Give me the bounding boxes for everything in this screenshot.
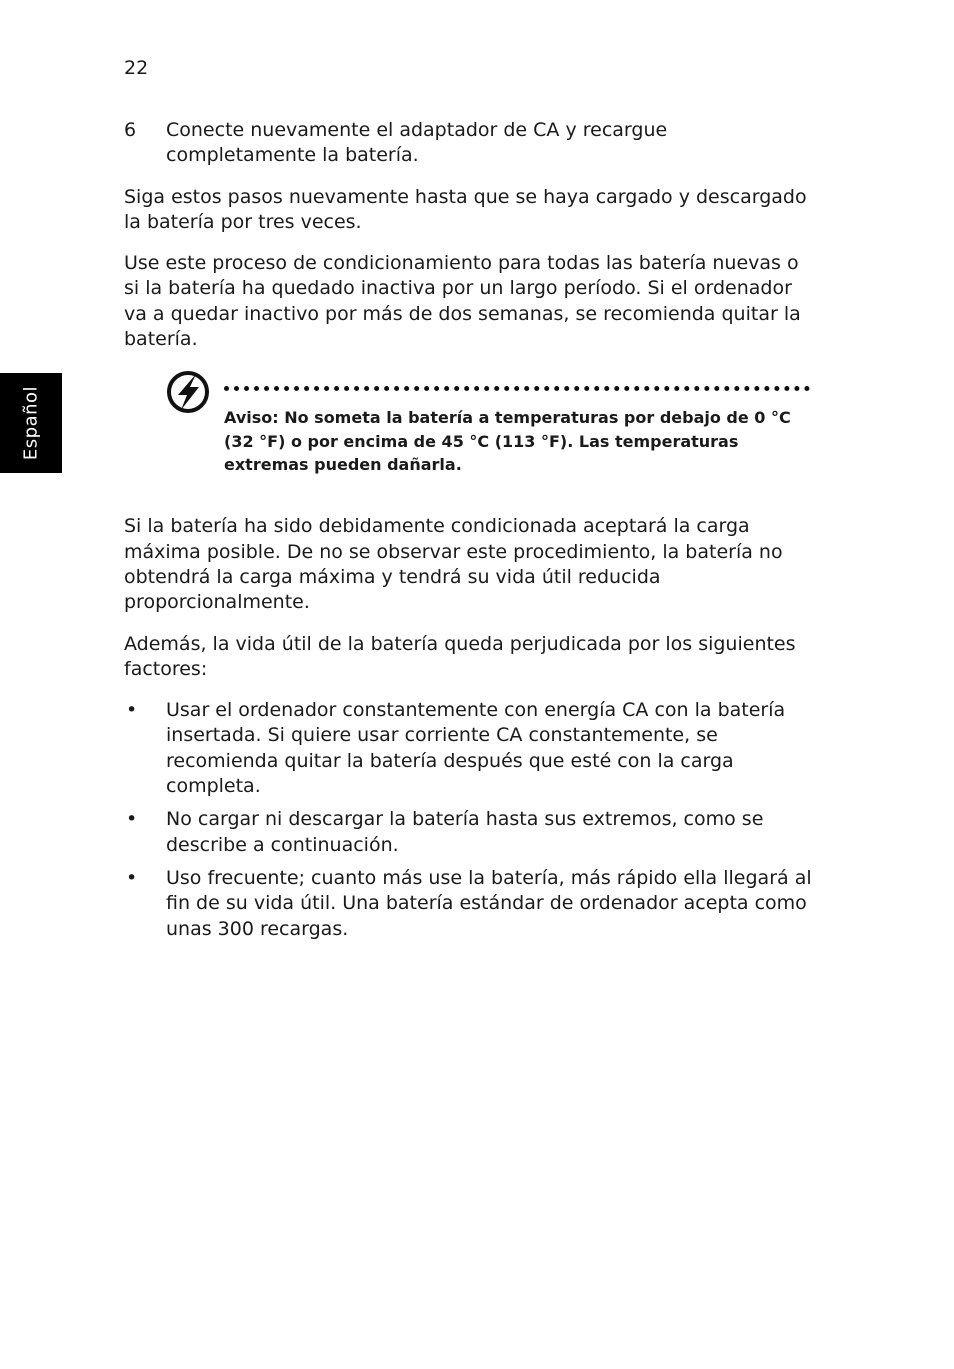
list-item [124,866,814,942]
page-content [124,118,814,950]
bullet-text: Uso frecuente; cuanto más use la batería, más rápido ella llegará al fin de su vida útil. Una batería estándar de ordenador acepta como unas 300 recargas. [166,866,812,940]
warning-callout [124,368,814,488]
bullet-marker: • [126,808,138,831]
language-side-tab [0,373,62,473]
step-number: 6 [124,119,137,141]
bullet-marker: • [126,866,138,889]
step-text: Conecte nuevamente el adaptador de CA y recargue completamente la batería. [166,119,668,167]
paragraph-conditioned: Si la batería ha sido debidamente condicionada aceptará la carga máxima posible. De no se observar este procedimiento, la batería no obtendrá la carga máxima y tendrá su vida útil reducida proporcionalmente. [124,515,783,614]
warning-lightning-icon [166,368,214,416]
paragraph-usage: Use este proceso de condicionamiento para todas las batería nuevas o si la batería ha quedado inactiva por un largo período. Si el ordenador va a quedar inactivo por más de dos semanas, se recomienda quitar la batería. [124,252,801,351]
bullet-text: Usar el ordenador constantemente con energía CA con la batería insertada. Si quiere usar corriente CA constantemente, se recomienda quitar la batería después que esté con la carga completa. [166,699,786,798]
paragraph-repeat: Siga estos pasos nuevamente hasta que se haya cargado y descargado la batería por tres veces. [124,185,807,233]
bullet-marker: • [126,699,138,722]
list-item [124,807,814,858]
warning-text: Aviso: No someta la batería a temperaturas por debajo de 0 °C (32 °F) o por encima de 45 °C (113 °F). Las temperaturas extremas pueden dañarla. [224,408,791,475]
warning-dotted-rule [224,386,810,391]
list-item [124,698,814,799]
language-side-tab-label: Español [20,385,42,461]
bullet-text: No cargar ni descargar la batería hasta sus extremos, como se describe a continuación. [166,808,764,856]
numbered-step [124,118,814,169]
paragraph-factors-intro: Además, la vida útil de la batería queda perjudicada por los siguientes factores: [124,632,796,680]
page-number: 22 [124,57,149,79]
